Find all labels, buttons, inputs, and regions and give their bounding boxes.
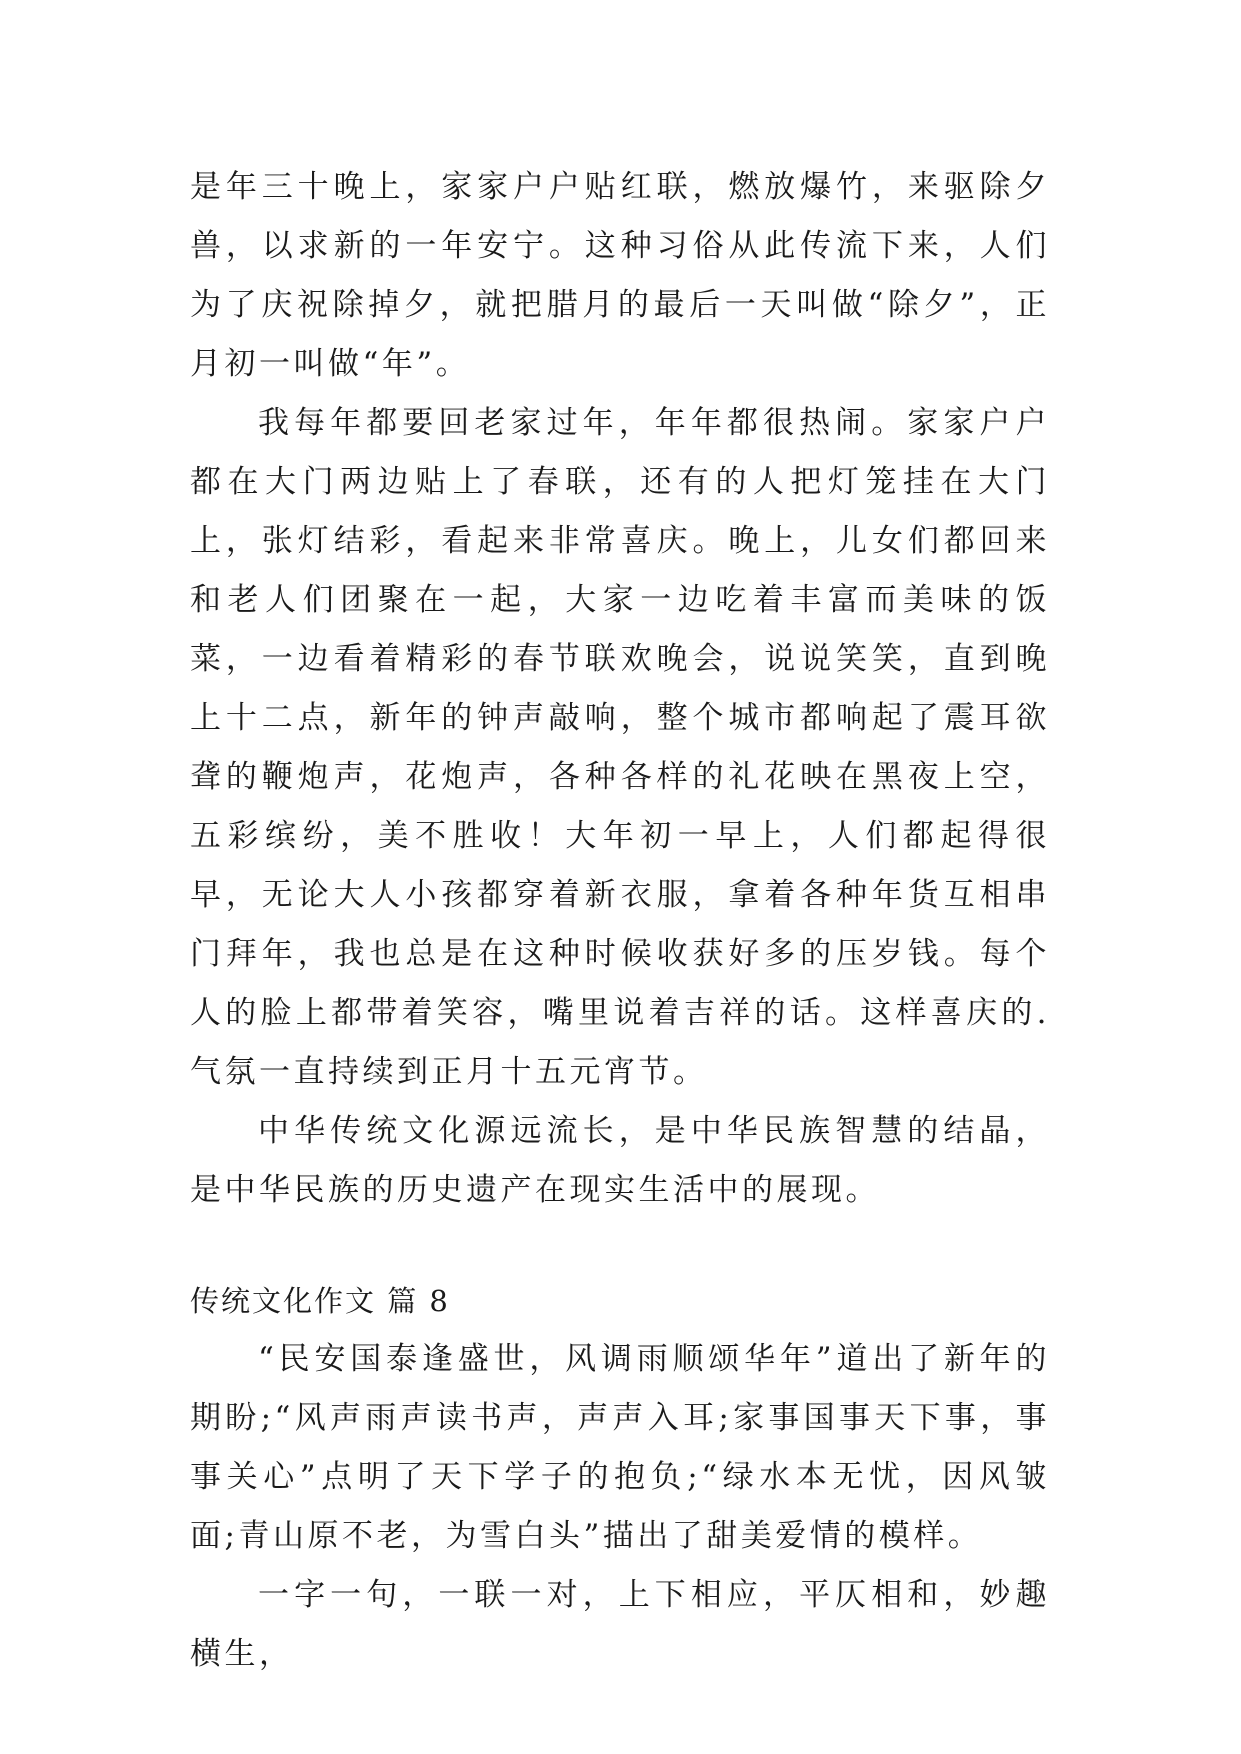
paragraph-couplets: “民安国泰逢盛世，风调雨顺颂华年”道出了新年的期盼;“风声雨声读书声，声声入耳;家事国事天下事，事事关心”点明了天下学子的抱负;“绿水本无忧，因风皱面;青山原不老，为雪白头”描出了甜美爱情的模样。 <box>190 1341 1050 1554</box>
paragraph-culture-summary: 中华传统文化源远流长，是中华民族智慧的结晶，是中华民族的历史遗产在现实生活中的展现。 <box>190 1113 1050 1208</box>
paragraph-continued: 是年三十晚上，家家户户贴红联，燃放爆竹，来驱除夕兽，以求新的一年安宁。这种习俗从此传流下来，人们为了庆祝除掉夕，就把腊月的最后一天叫做“除夕”，正月初一叫做“年”。 <box>190 169 1050 382</box>
section-title: 传统文化作文 篇 8 <box>190 1284 450 1318</box>
paragraph-couplet-features: 一字一句，一联一对，上下相应，平仄相和，妙趣横生， <box>190 1577 1050 1672</box>
paragraph-new-year-memories: 我每年都要回老家过年，年年都很热闹。家家户户都在大门两边贴上了春联，还有的人把灯笼挂在大门上，张灯结彩，看起来非常喜庆。晚上，儿女们都回来和老人们团聚在一起，大家一边吃着丰富而美味的饭菜，一边看着精彩的春节联欢晚会，说说笑笑，直到晚上十二点，新年的钟声敲响，整个城市都响起了震耳欲聋的鞭炮声，花炮声，各种各样的礼花映在黑夜上空，五彩缤纷，美不胜收！大年初一早上，人们都起得很早，无论大人小孩都穿着新衣服，拿着各种年货互相串门拜年，我也总是在这种时候收获好多的压岁钱。每个人的脸上都带着笑容，嘴里说着吉祥的话。这样喜庆的.气氛一直持续到正月十五元宵节。 <box>190 405 1050 1090</box>
document-body <box>190 158 1050 1684</box>
